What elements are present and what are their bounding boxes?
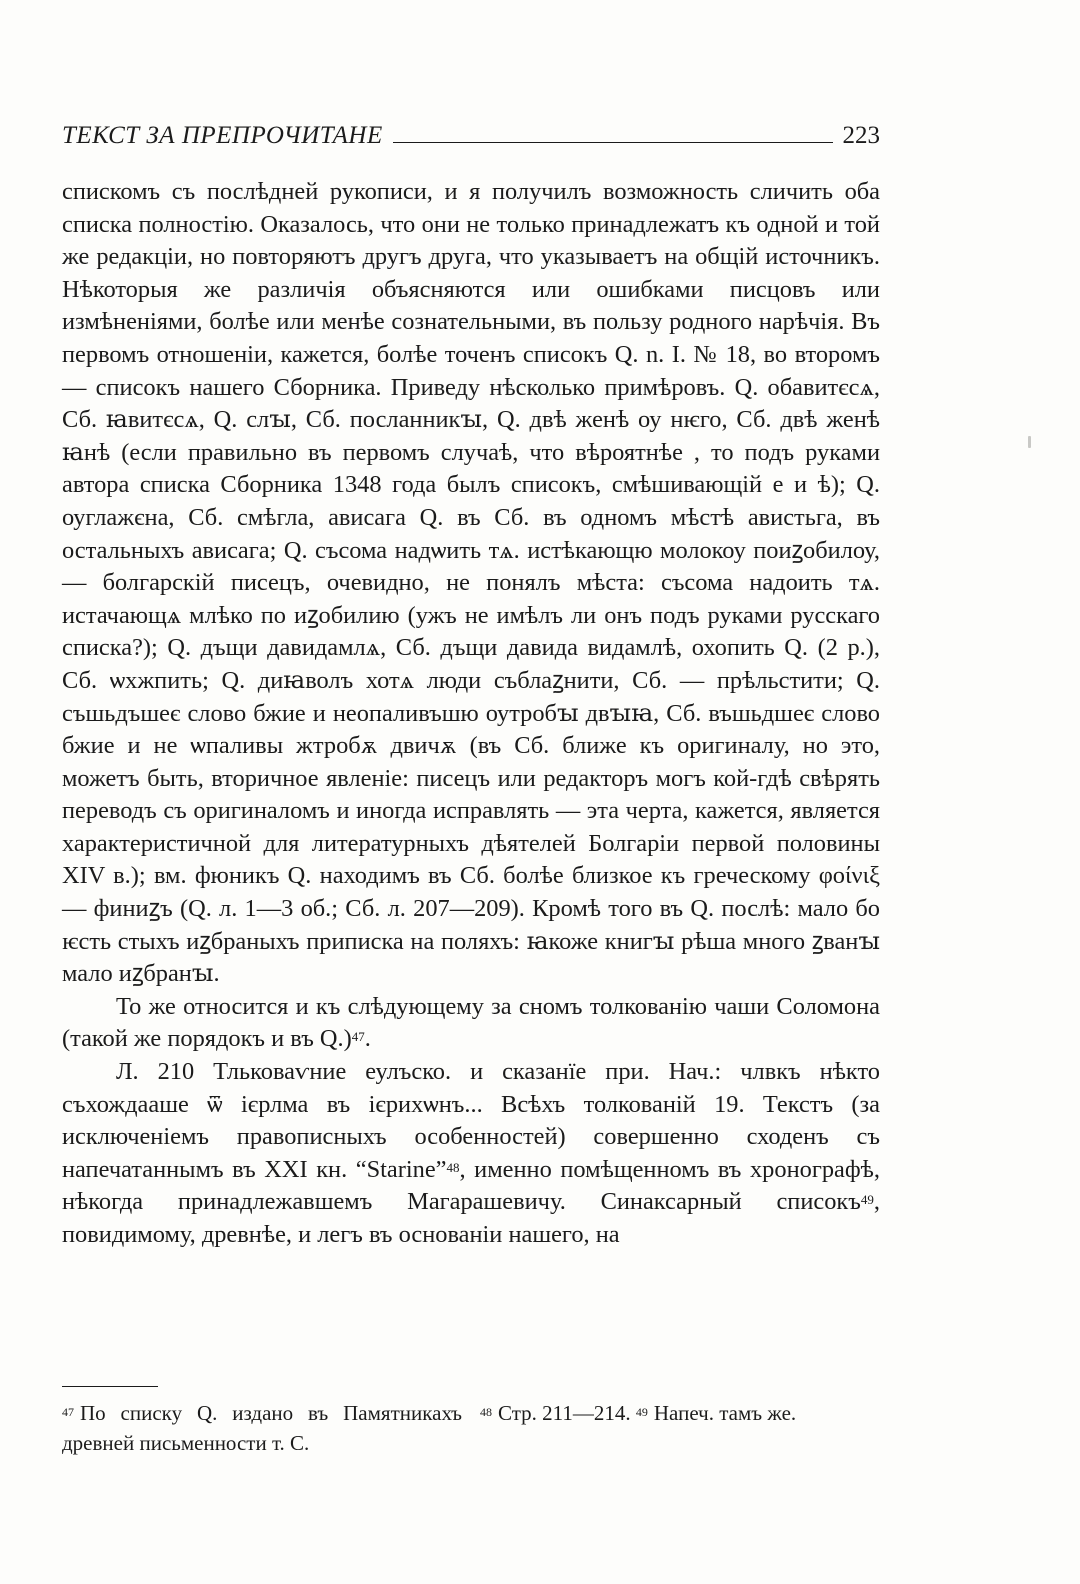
paragraph-1-text: спискомъ съ послѣдней рукописи, и я получилъ возможность сличить оба списка полностію. Оказалось, что они не только принадлежатъ къ одной и той же редакціи, но повторяютъ другъ друга, что указываетъ на общій источникъ. Нѣкоторыя же различія объясняются или ошибками писцовъ или измѣненіями, болѣе или менѣе сознательными, въ пользу родного нарѣчія. Въ первомъ отношеніи, кажется, болѣе точенъ списокъ Q. n. I. № 18, во второмъ — списокъ нашего Сборника. Приведу нѣсколько примѣровъ. Q. обавитєсѧ, Сб. ꙗвитєсѧ, Q. слꙑ, Сб. посланникꙑ, Q. двѣ женѣ оу нѥго, Сб. двѣ женѣ ꙗнѣ (если правильно въ первомъ случаѣ, что вѣроятнѣе , то подъ руками автора списка Сборника 1348 года былъ списокъ, смѣшивающій е и ѣ); Q. оуглажєна, Сб. смѣгла, авиcага Q. въ Сб. въ одномъ мѣстѣ авистьга, въ остальныхъ авиcага; Q. съсома надѡить тѧ. истѣкающю молокоу поиꙁобилоу, — болгарскій писецъ, очевидно, не понялъ мѣста: съсома надоить тѧ. истачающѧ млѣко по иꙁобилию (ужъ не имѣлъ ли онъ подъ руками русскаго списка?); Q. дъщи давидамлѧ, Сб. дъщи давида видамлѣ, охопить Q. (2 р.), Сб. ѡхжпить; Q. диꙗволъ хотѧ люди съблаꙁнити, Сб. — прѣльстити; Q. съшьдъшеє слово бжие и неопаливъшю оутробꙑ двꙑꙗ, Сб. въшьдшеє слово бжие и не ѡпаливы жтробѫ двичѫ (въ Сб. ближе къ оригиналу, но это, можетъ быть, вторичное явленіе: писецъ или редакторъ могъ кой-гдѣ свѣрять переводъ съ оригиналомъ и иногда исправлять — эта черта, кажется, является характеристичной для литературныхъ дѣятелей Болгаріи первой половины XIV в.); вм. фюникъ Q. находимъ въ Сб. болѣе близкое къ греческому φοίνιξ — финиꙁъ (Q. л. 1—3 об.; Сб. л. 207—209). Кромѣ того въ Q. послѣ: мало бо ѥсть стыхъ иꙁбраныхъ приписка на поляхъ: ꙗкоже книгꙑ рѣша много ꙁванꙑ мало иꙁбранꙑ. xyxy=(62,178,880,988)
paragraph-3-text-b: , именно помѣщенномъ въ хронографѣ, нѣкогда принадлежавшемъ Магарашевичу. Синаксарный списокъ xyxy=(62,1155,880,1216)
footnote-48-text: Стр. 211—214. xyxy=(498,1401,631,1425)
footnote-48-number: 48 xyxy=(480,1405,492,1419)
scan-speck xyxy=(1028,436,1031,448)
running-header xyxy=(62,114,880,150)
footnote-49-text: Напеч. тамъ же. xyxy=(653,1401,797,1425)
paragraph-3-text-c: , повидимому, древнѣе, и легъ въ основаніи нашего, на xyxy=(62,1188,880,1248)
footnote-ref-48: 48 xyxy=(446,1159,460,1175)
paragraph-3 xyxy=(62,1056,880,1252)
footnote-rule xyxy=(62,1386,158,1387)
body-text xyxy=(62,176,880,1252)
running-header-title: ТЕКСТ ЗА ПРЕПРОЧИТАНЕ xyxy=(62,122,383,149)
header-rule xyxy=(393,142,833,143)
footnote-47 xyxy=(62,1398,462,1458)
paragraph-2: То же относится и къ слѣдующему за сномъ толкованію чаши Соломона (такой же порядокъ и въ Q.)$^{47}$. xyxy=(62,992,880,1053)
paragraph-3-text-a: Л. 210 Тльковаѵние еулъско. и сказанїе при. Нач.: члвкъ нѣкто съхождааше ѿ ієрлма въ ієрихѡнъ... Всѣхъ толкованій 19. Текстъ (за исключеніемъ правописныхъ особенностей) совершенно сходенъ съ напечатаннымъ въ XXI кн. “Starine” xyxy=(62,1058,880,1183)
paragraph-2-text: То же относится и къ слѣдующему за сномъ толкованію чаши Соломона (такой же порядокъ и въ Q.) xyxy=(62,992,880,1053)
footnote-ref-47: 47 xyxy=(351,1029,365,1045)
footnote-48-49 xyxy=(480,1398,900,1428)
footnote-49-number: 49 xyxy=(635,1405,648,1419)
footnote-ref-49: 49 xyxy=(860,1192,874,1208)
footnote-47-text: По списку Q. издано въ Памятникахъ древней письменности т. С. xyxy=(62,1401,462,1455)
paragraph-1 xyxy=(62,176,880,991)
page-number: 223 xyxy=(842,122,880,149)
footnote-47-number: 47 xyxy=(62,1405,74,1419)
